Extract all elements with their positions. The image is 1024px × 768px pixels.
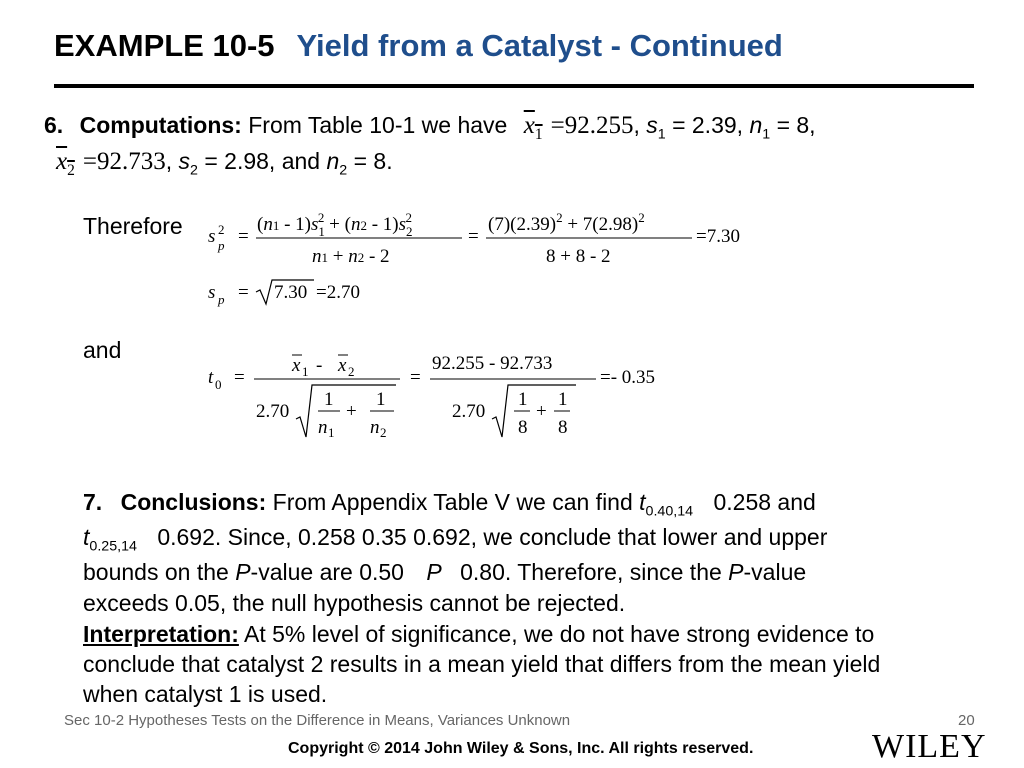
svg-text:=: = bbox=[410, 367, 421, 388]
therefore-label: Therefore bbox=[83, 213, 183, 239]
sp2-denominator: n1 + n2 - 2 bbox=[312, 246, 390, 267]
svg-text:2: 2 bbox=[218, 222, 225, 237]
svg-text:1: 1 bbox=[518, 389, 528, 410]
copyright-notice: Copyright © 2014 John Wiley & Sons, Inc. All rights reserved. bbox=[288, 740, 754, 757]
svg-text:2: 2 bbox=[380, 425, 387, 440]
svg-text:n: n bbox=[370, 417, 380, 438]
svg-text:t: t bbox=[208, 367, 214, 388]
svg-text:=: = bbox=[238, 226, 249, 247]
svg-text:=: = bbox=[238, 282, 249, 303]
svg-text:x: x bbox=[338, 355, 347, 376]
and-label: and bbox=[83, 337, 122, 363]
step6-heading: Computations: bbox=[79, 112, 242, 138]
svg-text:s: s bbox=[208, 282, 216, 303]
step7-heading: Conclusions: bbox=[120, 489, 267, 515]
svg-text:1: 1 bbox=[558, 389, 568, 410]
step7-line2: $t_{0.25,14}$ 0.692. Since, 0.258 0.35 0.692, we conclude that lower and upper bbox=[83, 524, 828, 555]
t0-result: =- 0.35 bbox=[600, 367, 656, 388]
title-divider bbox=[54, 84, 974, 88]
svg-text:1: 1 bbox=[324, 389, 334, 410]
n1-value: = 8, bbox=[776, 112, 816, 138]
svg-text:1: 1 bbox=[328, 425, 335, 440]
x1-bar-value: =92.255 bbox=[550, 112, 634, 139]
svg-text:+: + bbox=[536, 401, 547, 422]
x1-bar-symbol: $x_1$ bbox=[523, 112, 543, 143]
svg-text:1: 1 bbox=[302, 364, 309, 379]
t0-sp-symbolic: 2.70 bbox=[256, 401, 290, 422]
step6-number: 6. bbox=[44, 112, 64, 138]
n2-value: = 8. bbox=[353, 148, 393, 174]
interpretation-line1: Interpretation: At 5% level of significance, we do not have strong evidence to bbox=[83, 621, 875, 647]
page-number: 20 bbox=[958, 712, 975, 729]
step7-line4: exceeds 0.05, the null hypothesis cannot be rejected. bbox=[83, 590, 626, 616]
svg-text:=: = bbox=[234, 367, 245, 388]
svg-text:p: p bbox=[218, 238, 225, 253]
sp-sqrt-argument: 7.30 bbox=[274, 282, 308, 303]
svg-text:s: s bbox=[208, 226, 216, 247]
svg-text:1: 1 bbox=[376, 389, 386, 410]
s2-value: = 2.98, and bbox=[204, 148, 321, 174]
title-subtitle: Yield from a Catalyst - Continued bbox=[296, 28, 783, 63]
wiley-logo: WILEY bbox=[872, 728, 987, 765]
step6-line1: 6. Computations: From Table 10-1 we have $x_1 =92.255$, $s_1 = 2.39$, $n_1 = 8$, bbox=[44, 112, 816, 143]
sp2-result: =7.30 bbox=[696, 226, 740, 247]
title-example-number: EXAMPLE 10-5 bbox=[54, 28, 275, 63]
x2-bar-symbol: $x_2$ bbox=[56, 148, 75, 179]
t-statistic-equation bbox=[200, 345, 720, 445]
x2-bar-value: =92.733 bbox=[82, 148, 166, 175]
sp2-numerator: $(n1 - 1)s_12 + (n2 - 1)s_22$ bbox=[257, 210, 413, 239]
s1-value: = 2.39, bbox=[672, 112, 744, 138]
t0-numerator-values: 92.255 - 92.733 bbox=[432, 353, 553, 374]
svg-text:n: n bbox=[318, 417, 328, 438]
svg-text:+: + bbox=[346, 401, 357, 422]
step7-number: 7. bbox=[83, 489, 103, 515]
svg-text:0: 0 bbox=[215, 377, 222, 392]
slide-title bbox=[54, 28, 783, 64]
svg-text:8: 8 bbox=[518, 417, 528, 438]
pooled-variance-equation bbox=[200, 200, 780, 310]
interpretation-line2: conclude that catalyst 2 results in a mean yield that differs from the mean yield bbox=[83, 651, 881, 677]
svg-text:2: 2 bbox=[348, 364, 355, 379]
step6-line2: $x_2 =92.733$, $s_2 = 2.98$, and $n_2 = 8$. bbox=[56, 148, 393, 179]
section-footer: Sec 10-2 Hypotheses Tests on the Difference in Means, Variances Unknown bbox=[64, 712, 571, 729]
svg-text:x: x bbox=[292, 355, 301, 376]
svg-text:=: = bbox=[468, 226, 479, 247]
interpretation-line3: when catalyst 1 is used. bbox=[83, 681, 328, 707]
interpretation-heading: Interpretation: bbox=[83, 621, 239, 647]
sp-result: =2.70 bbox=[316, 282, 360, 303]
svg-text:p: p bbox=[218, 292, 225, 307]
t0-sp-value: 2.70 bbox=[452, 401, 486, 422]
svg-text:-: - bbox=[316, 355, 323, 376]
step6-text: From Table 10-1 we have bbox=[248, 112, 508, 138]
svg-text:8: 8 bbox=[558, 417, 568, 438]
sp2-denominator-values: 8 + 8 - 2 bbox=[546, 246, 611, 267]
sp2-numerator-values: $(7)(2.39)^2 + 7(2.98)^2$ bbox=[488, 210, 645, 235]
step7-line3: bounds on the P-value are 0.50 P 0.80. Therefore, since the P-value bbox=[83, 559, 807, 585]
step7-line1: 7. Conclusions: From Appendix Table V we can find $t_{0.40,14}$ 0.258 and bbox=[83, 489, 816, 520]
